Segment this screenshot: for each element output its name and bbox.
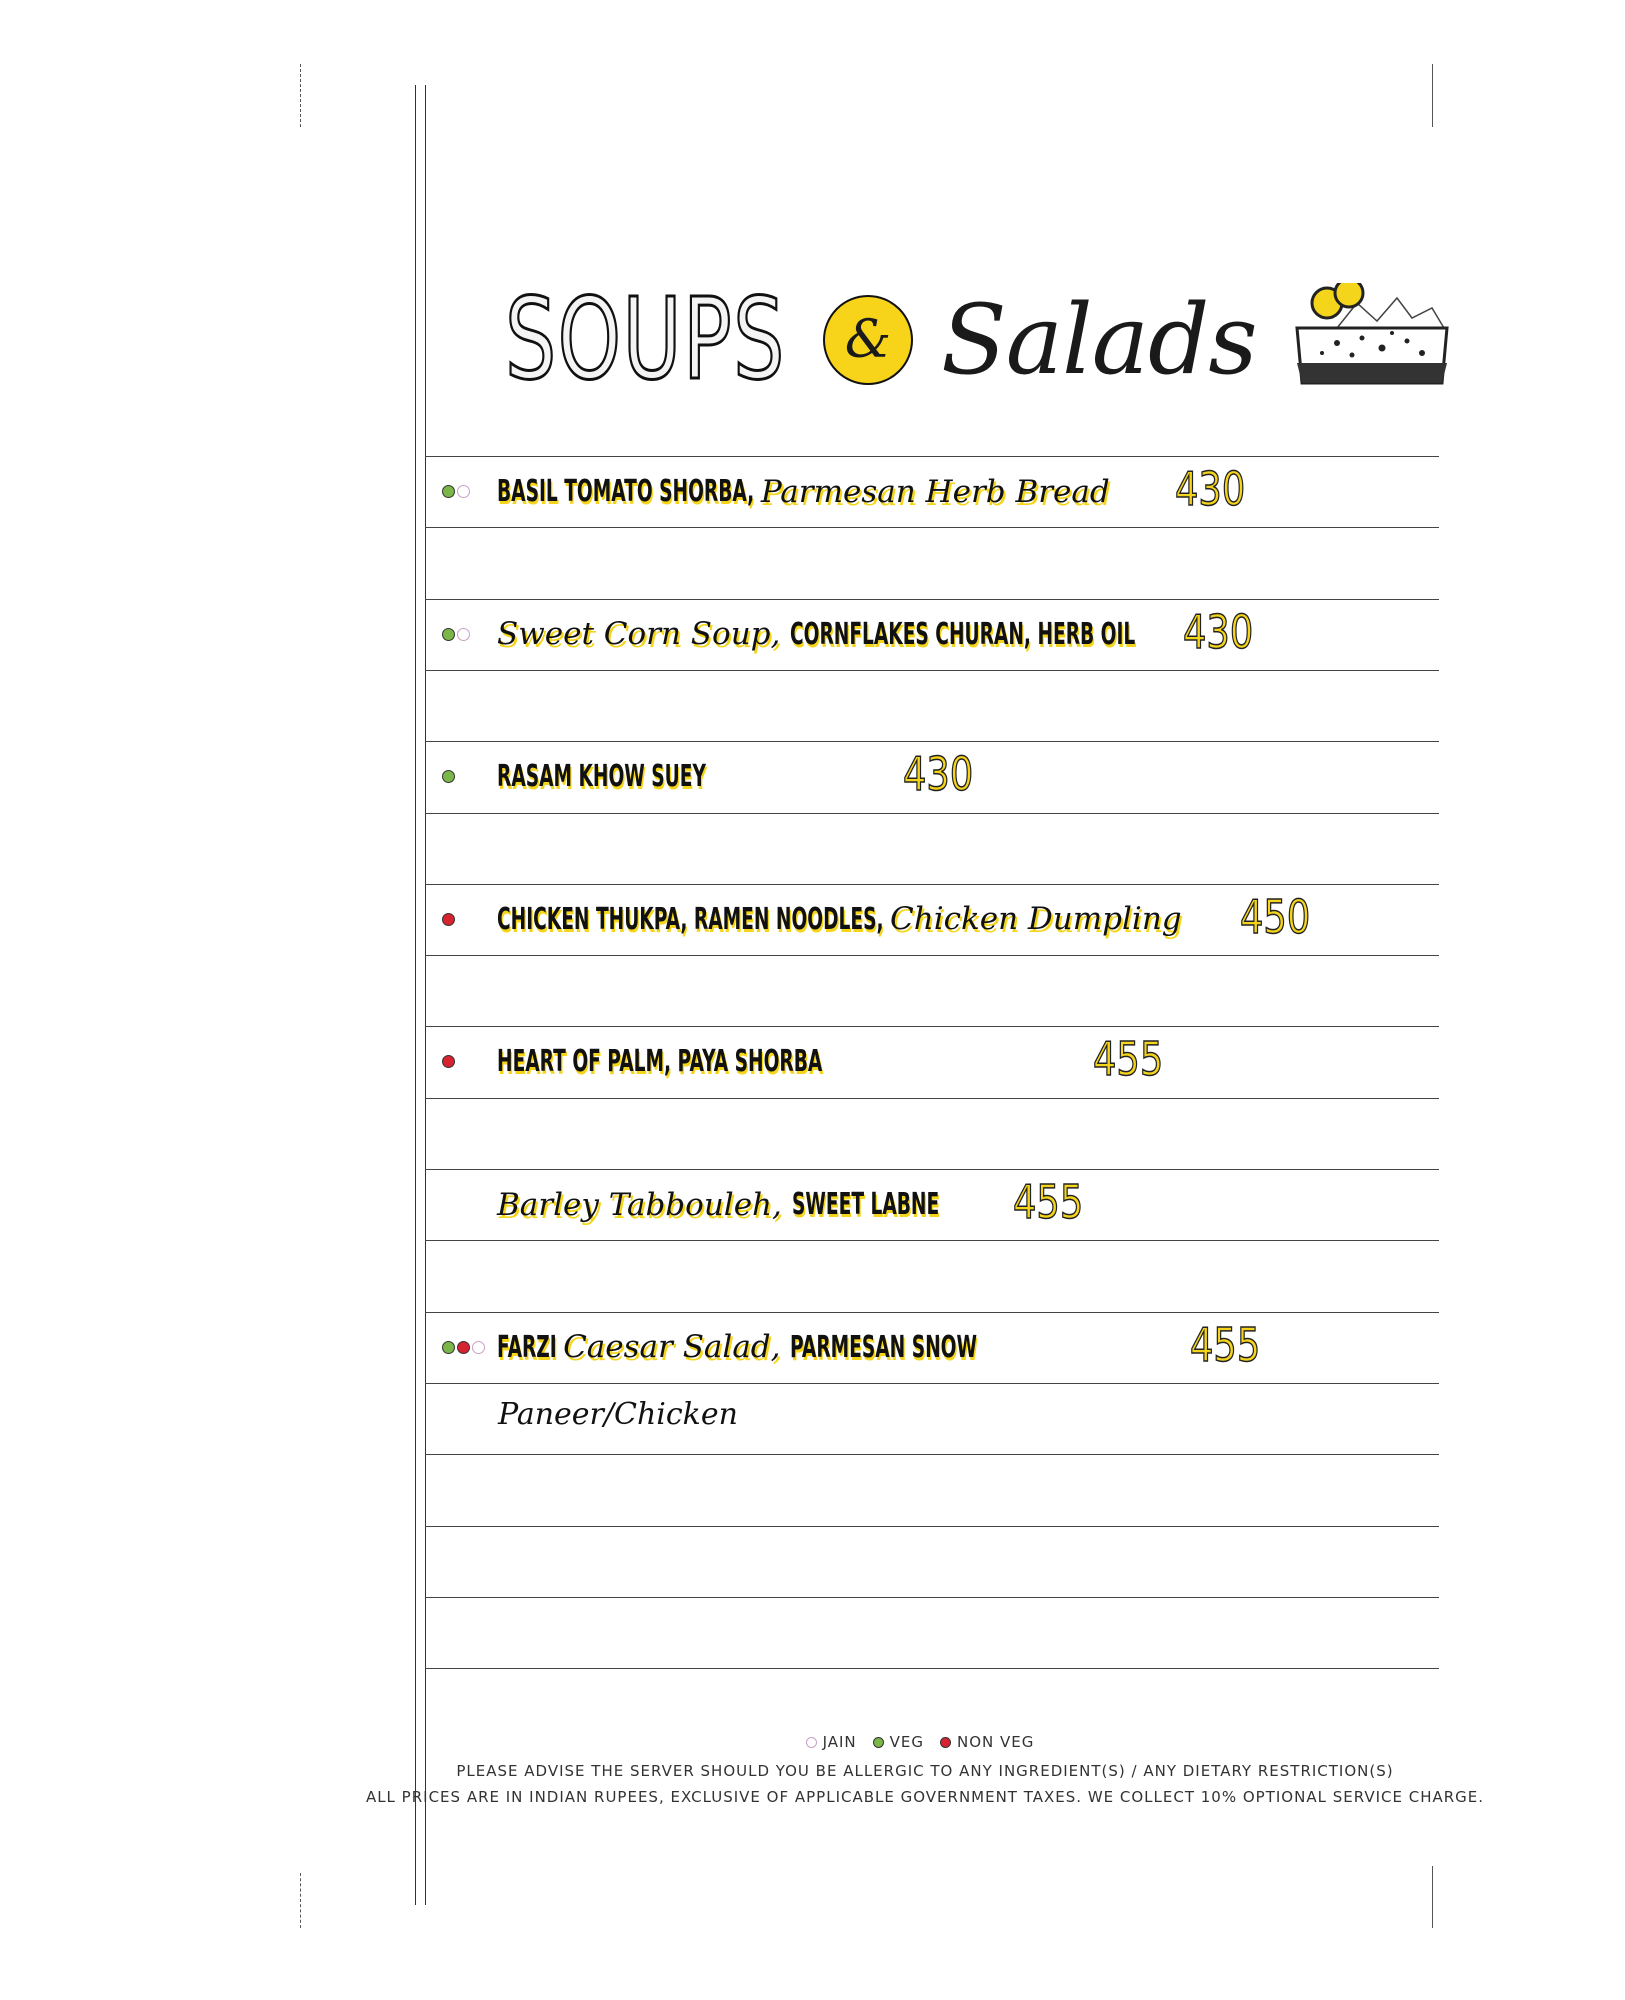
item-name — [497, 1187, 939, 1223]
item-name-part: FARZI — [497, 1329, 564, 1365]
item-name — [497, 1044, 822, 1079]
veg-dot-icon — [442, 770, 455, 783]
nonveg-dot-icon — [457, 1341, 470, 1354]
item-price: 430 — [1175, 462, 1246, 516]
page-title — [505, 275, 1457, 405]
ruled-line — [425, 527, 1439, 528]
diet-tags — [442, 485, 497, 498]
diet-tags — [442, 913, 497, 926]
diet-legend — [806, 1733, 1045, 1751]
ruled-line — [425, 1668, 1439, 1669]
ruled-line — [425, 1454, 1439, 1455]
ruled-line — [425, 1098, 1439, 1099]
ampersand-badge: & — [823, 295, 913, 385]
crop-mark — [300, 64, 301, 127]
item-name-part: Sweet Corn Soup, — [497, 616, 791, 653]
item-price: 455 — [1093, 1032, 1164, 1087]
item-name — [497, 474, 1110, 510]
item-name-part: CORNFLAKES CHURAN, HERB OIL — [790, 616, 1136, 652]
legend-label: JAIN — [822, 1733, 857, 1751]
menu-item — [442, 1312, 977, 1383]
ruled-line — [425, 1383, 1439, 1384]
ruled-line — [425, 1240, 1439, 1241]
diet-tags — [442, 770, 497, 783]
item-price: 450 — [1240, 889, 1311, 944]
jain-dot-icon — [457, 485, 470, 498]
item-name-part: PARMESAN SNOW — [790, 1329, 978, 1365]
item-name-part: BASIL TOMATO SHORBA, — [497, 474, 761, 509]
item-name — [497, 759, 706, 794]
margin-line — [425, 85, 426, 1905]
item-note: Paneer/Chicken — [498, 1396, 738, 1432]
footer — [0, 1733, 1625, 1752]
jain-dot-icon — [472, 1341, 485, 1354]
item-name-part: RASAM KHOW SUEY — [497, 759, 706, 795]
allergy-note: PLEASE ADVISE THE SERVER SHOULD YOU BE ALLERGIC TO ANY INGREDIENT(S) / ANY DIETARY RESTRICTION(S) — [456, 1762, 1394, 1780]
jain-dot-icon — [806, 1737, 817, 1748]
veg-dot-icon — [442, 485, 455, 498]
pricing-note: ALL PRICES ARE IN INDIAN RUPEES, EXCLUSIVE OF APPLICABLE GOVERNMENT TAXES. WE COLLECT 10% OPTIONAL SERVICE CHARGE. — [365, 1788, 1485, 1806]
nonveg-dot-icon — [442, 1055, 455, 1068]
veg-dot-icon — [442, 1341, 455, 1354]
veg-dot-icon — [873, 1737, 884, 1748]
salad-bowl-icon — [1287, 283, 1457, 397]
veg-dot-icon — [442, 628, 455, 641]
ruled-line — [425, 670, 1439, 671]
ruled-line — [425, 1597, 1439, 1598]
diet-tags — [442, 1341, 497, 1354]
nonveg-dot-icon — [442, 913, 455, 926]
margin-line — [415, 85, 416, 1905]
item-price: 455 — [1013, 1175, 1084, 1229]
crop-mark — [300, 1873, 301, 1928]
crop-mark — [1432, 1866, 1433, 1928]
ruled-line — [425, 813, 1439, 814]
crop-mark — [1432, 64, 1433, 127]
item-price: 430 — [1183, 604, 1254, 659]
item-name-part: Chicken Dumpling — [890, 901, 1182, 938]
jain-dot-icon — [457, 628, 470, 641]
item-name-part: SWEET LABNE — [791, 1187, 939, 1222]
item-name-part: Caesar Salad, — [563, 1329, 791, 1366]
item-name-part: Parmesan Herb Bread — [760, 473, 1110, 510]
item-price: 430 — [903, 747, 974, 802]
legend-label: VEG — [889, 1733, 925, 1751]
item-name-part: CHICKEN THUKPA, RAMEN NOODLES, — [497, 901, 891, 937]
ruled-line — [425, 955, 1439, 956]
menu-item — [442, 1169, 939, 1240]
item-name-part: Barley Tabbouleh, — [497, 1186, 792, 1223]
item-name — [497, 901, 1182, 937]
menu-item — [442, 599, 1135, 670]
item-name — [497, 1329, 977, 1365]
menu-item — [442, 741, 706, 812]
title-salads: Salads — [941, 284, 1257, 396]
item-name-part: HEART OF PALM, PAYA SHORBA — [497, 1044, 823, 1080]
title-soups: SOUPS — [505, 275, 786, 405]
ruled-line — [425, 1526, 1439, 1527]
item-name — [497, 616, 1135, 652]
menu-item — [442, 456, 1110, 527]
diet-tags — [442, 1055, 497, 1068]
menu-item — [442, 1026, 822, 1097]
legend-label: NON VEG — [957, 1733, 1035, 1751]
menu-item — [442, 884, 1182, 955]
nonveg-dot-icon — [940, 1737, 951, 1748]
diet-tags — [442, 628, 497, 641]
item-price: 455 — [1190, 1317, 1261, 1372]
